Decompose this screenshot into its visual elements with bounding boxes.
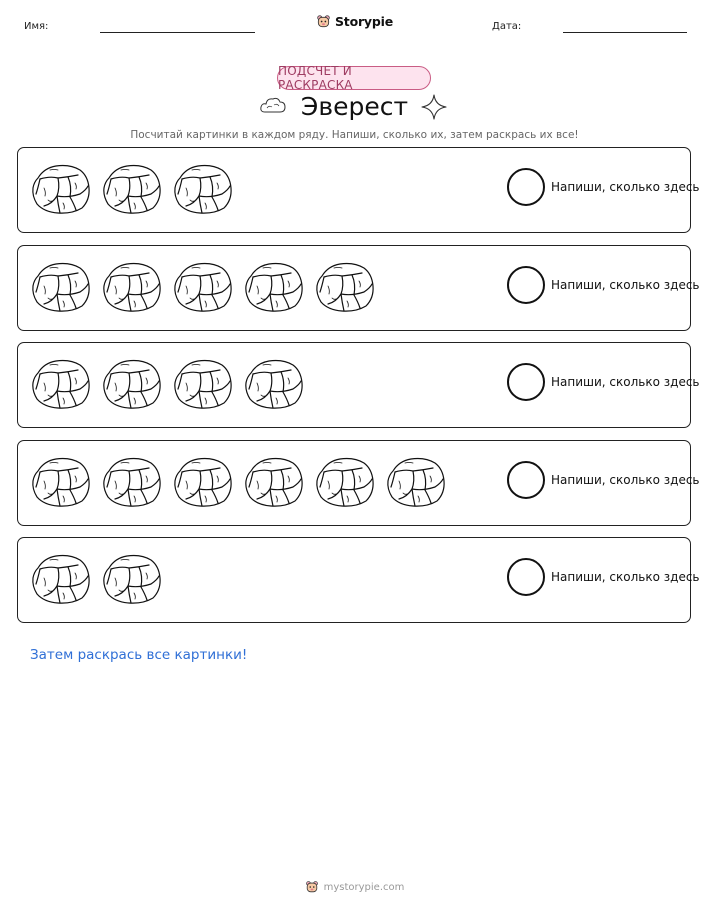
rock-icon[interactable] — [30, 453, 92, 509]
rock-icon[interactable] — [243, 258, 305, 314]
answer-circle[interactable] — [507, 266, 545, 304]
rock-icon[interactable] — [101, 355, 163, 411]
count-row — [17, 440, 700, 526]
rock-icon[interactable] — [101, 258, 163, 314]
count-row — [17, 342, 700, 428]
rock-icon[interactable] — [101, 160, 163, 216]
rock-icon[interactable] — [30, 355, 92, 411]
rock-icon[interactable] — [172, 258, 234, 314]
rock-icon[interactable] — [30, 550, 92, 606]
rock-icon[interactable] — [172, 453, 234, 509]
rock-icon[interactable] — [243, 355, 305, 411]
footer-note: Затем раскрась все картинки! — [30, 647, 248, 663]
answer-prompt: Напиши, сколько здесь — [551, 180, 700, 194]
brand-name: Storypie — [335, 14, 393, 29]
rock-icon[interactable] — [243, 453, 305, 509]
name-label: Имя: — [24, 21, 49, 32]
count-row — [17, 245, 700, 331]
rock-icon[interactable] — [30, 258, 92, 314]
answer-prompt: Напиши, сколько здесь — [551, 570, 700, 584]
answer-circle[interactable] — [507, 363, 545, 401]
answer-prompt: Напиши, сколько здесь — [551, 375, 700, 389]
rock-icon[interactable] — [385, 453, 447, 509]
rock-icon[interactable] — [101, 453, 163, 509]
page-title: Эверест — [300, 92, 409, 121]
storypie-logo-icon — [316, 14, 331, 29]
name-line[interactable] — [100, 32, 255, 33]
brand — [0, 14, 709, 29]
storypie-footer-logo-icon — [305, 880, 319, 894]
rock-icon[interactable] — [172, 160, 234, 216]
footer-url[interactable]: mystorypie.com — [323, 881, 405, 893]
count-row — [17, 537, 700, 623]
rock-icon[interactable] — [101, 550, 163, 606]
answer-circle[interactable] — [507, 168, 545, 206]
rock-icon[interactable] — [314, 453, 376, 509]
footer — [0, 880, 709, 894]
answer-circle[interactable] — [507, 461, 545, 499]
sparkle-icon — [421, 94, 447, 120]
answer-prompt: Напиши, сколько здесь — [551, 473, 700, 487]
instructions: Посчитай картинки в каждом ряду. Напиши, сколько их, затем раскрась их все! — [130, 129, 579, 141]
date-label: Дата: — [492, 21, 522, 32]
category-badge: ПОДСЧЕТ И РАСКРАСКА — [277, 66, 431, 90]
answer-prompt: Напиши, сколько здесь — [551, 278, 700, 292]
rock-icon[interactable] — [30, 160, 92, 216]
count-row — [17, 147, 700, 233]
rock-icon[interactable] — [314, 258, 376, 314]
answer-circle[interactable] — [507, 558, 545, 596]
date-line[interactable] — [563, 32, 687, 33]
rock-icon[interactable] — [172, 355, 234, 411]
